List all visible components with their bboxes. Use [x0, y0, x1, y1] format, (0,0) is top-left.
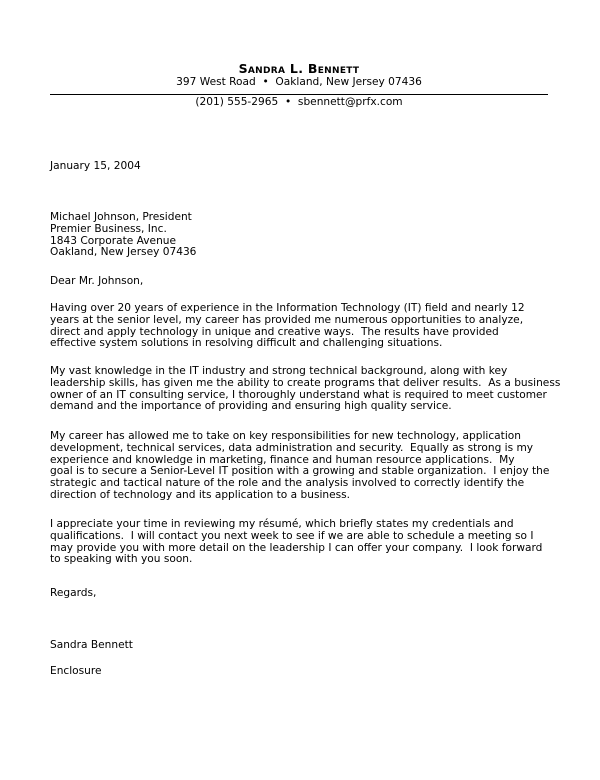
paragraph-1: [50, 303, 550, 350]
paragraph-line: leadership skills, has given me the ability to create programs that deliver results. As a business: [50, 376, 561, 389]
recipient-line: 1843 Corporate Avenue: [50, 234, 177, 247]
letterhead: [50, 62, 548, 89]
paragraph-line: direct and apply technology in unique and creative ways. The results have provided: [50, 325, 499, 338]
paragraph-4: [50, 519, 550, 566]
paragraph-line: development, technical services, data administration and security. Equally as strong is my: [50, 441, 534, 454]
sender-name: Sandra L. Bennett: [238, 61, 360, 76]
sender-contact: (201) 555-2965 • sbennett@prfx.com: [195, 96, 403, 108]
recipient-line: Premier Business, Inc.: [50, 222, 167, 235]
paragraph-line: owner of an IT consulting service, I thoroughly understand what is required to meet customer: [50, 388, 547, 401]
letterhead-divider: [50, 94, 548, 95]
paragraph-3: [50, 431, 550, 502]
paragraph-line: may provide you with more detail on the leadership I can offer your company. I look forward: [50, 541, 543, 554]
recipient-line: Michael Johnson, President: [50, 211, 192, 223]
enclosure-note: Enclosure: [50, 665, 102, 677]
paragraph-line: My career has allowed me to take on key responsibilities for new technology, application: [50, 430, 521, 442]
sender-address: 397 West Road • Oakland, New Jersey 07436: [176, 76, 422, 88]
paragraph-line: Having over 20 years of experience in the Information Technology (IT) field and nearly 12: [50, 302, 525, 314]
paragraph-line: strategic and tactical nature of the role and the analysis involved to correctly identify the: [50, 477, 525, 490]
paragraph-line: effective system solutions in resolving difficult and challenging situations.: [50, 337, 443, 350]
closing: Regards,: [50, 587, 97, 599]
paragraph-line: demand and the importance of providing and ensuring high quality service.: [50, 400, 452, 413]
recipient-block: [50, 212, 550, 259]
paragraph-line: years at the senior level, my career has provided me numerous opportunities to analyze,: [50, 313, 524, 326]
paragraph-line: to speaking with you soon.: [50, 553, 193, 566]
paragraph-line: My vast knowledge in the IT industry and strong technical background, along with key: [50, 365, 508, 377]
paragraph-line: qualifications. I will contact you next week to see if we are able to schedule a meeting so I: [50, 529, 534, 542]
recipient-line: Oakland, New Jersey 07436: [50, 246, 197, 259]
paragraph-line: goal is to secure a Senior-Level IT position with a growing and stable organization. I enjoy the: [50, 465, 550, 478]
signature-name: Sandra Bennett: [50, 639, 133, 651]
paragraph-line: experience and knowledge in marketing, finance and human resource applications. My: [50, 453, 515, 466]
paragraph-line: direction of technology and its application to a business.: [50, 488, 351, 501]
paragraph-2: [50, 365, 561, 413]
letter-date: January 15, 2004: [50, 160, 141, 172]
paragraph-line: I appreciate your time in reviewing my résumé, which briefly states my credentials and: [50, 518, 514, 530]
salutation: Dear Mr. Johnson,: [50, 275, 144, 287]
